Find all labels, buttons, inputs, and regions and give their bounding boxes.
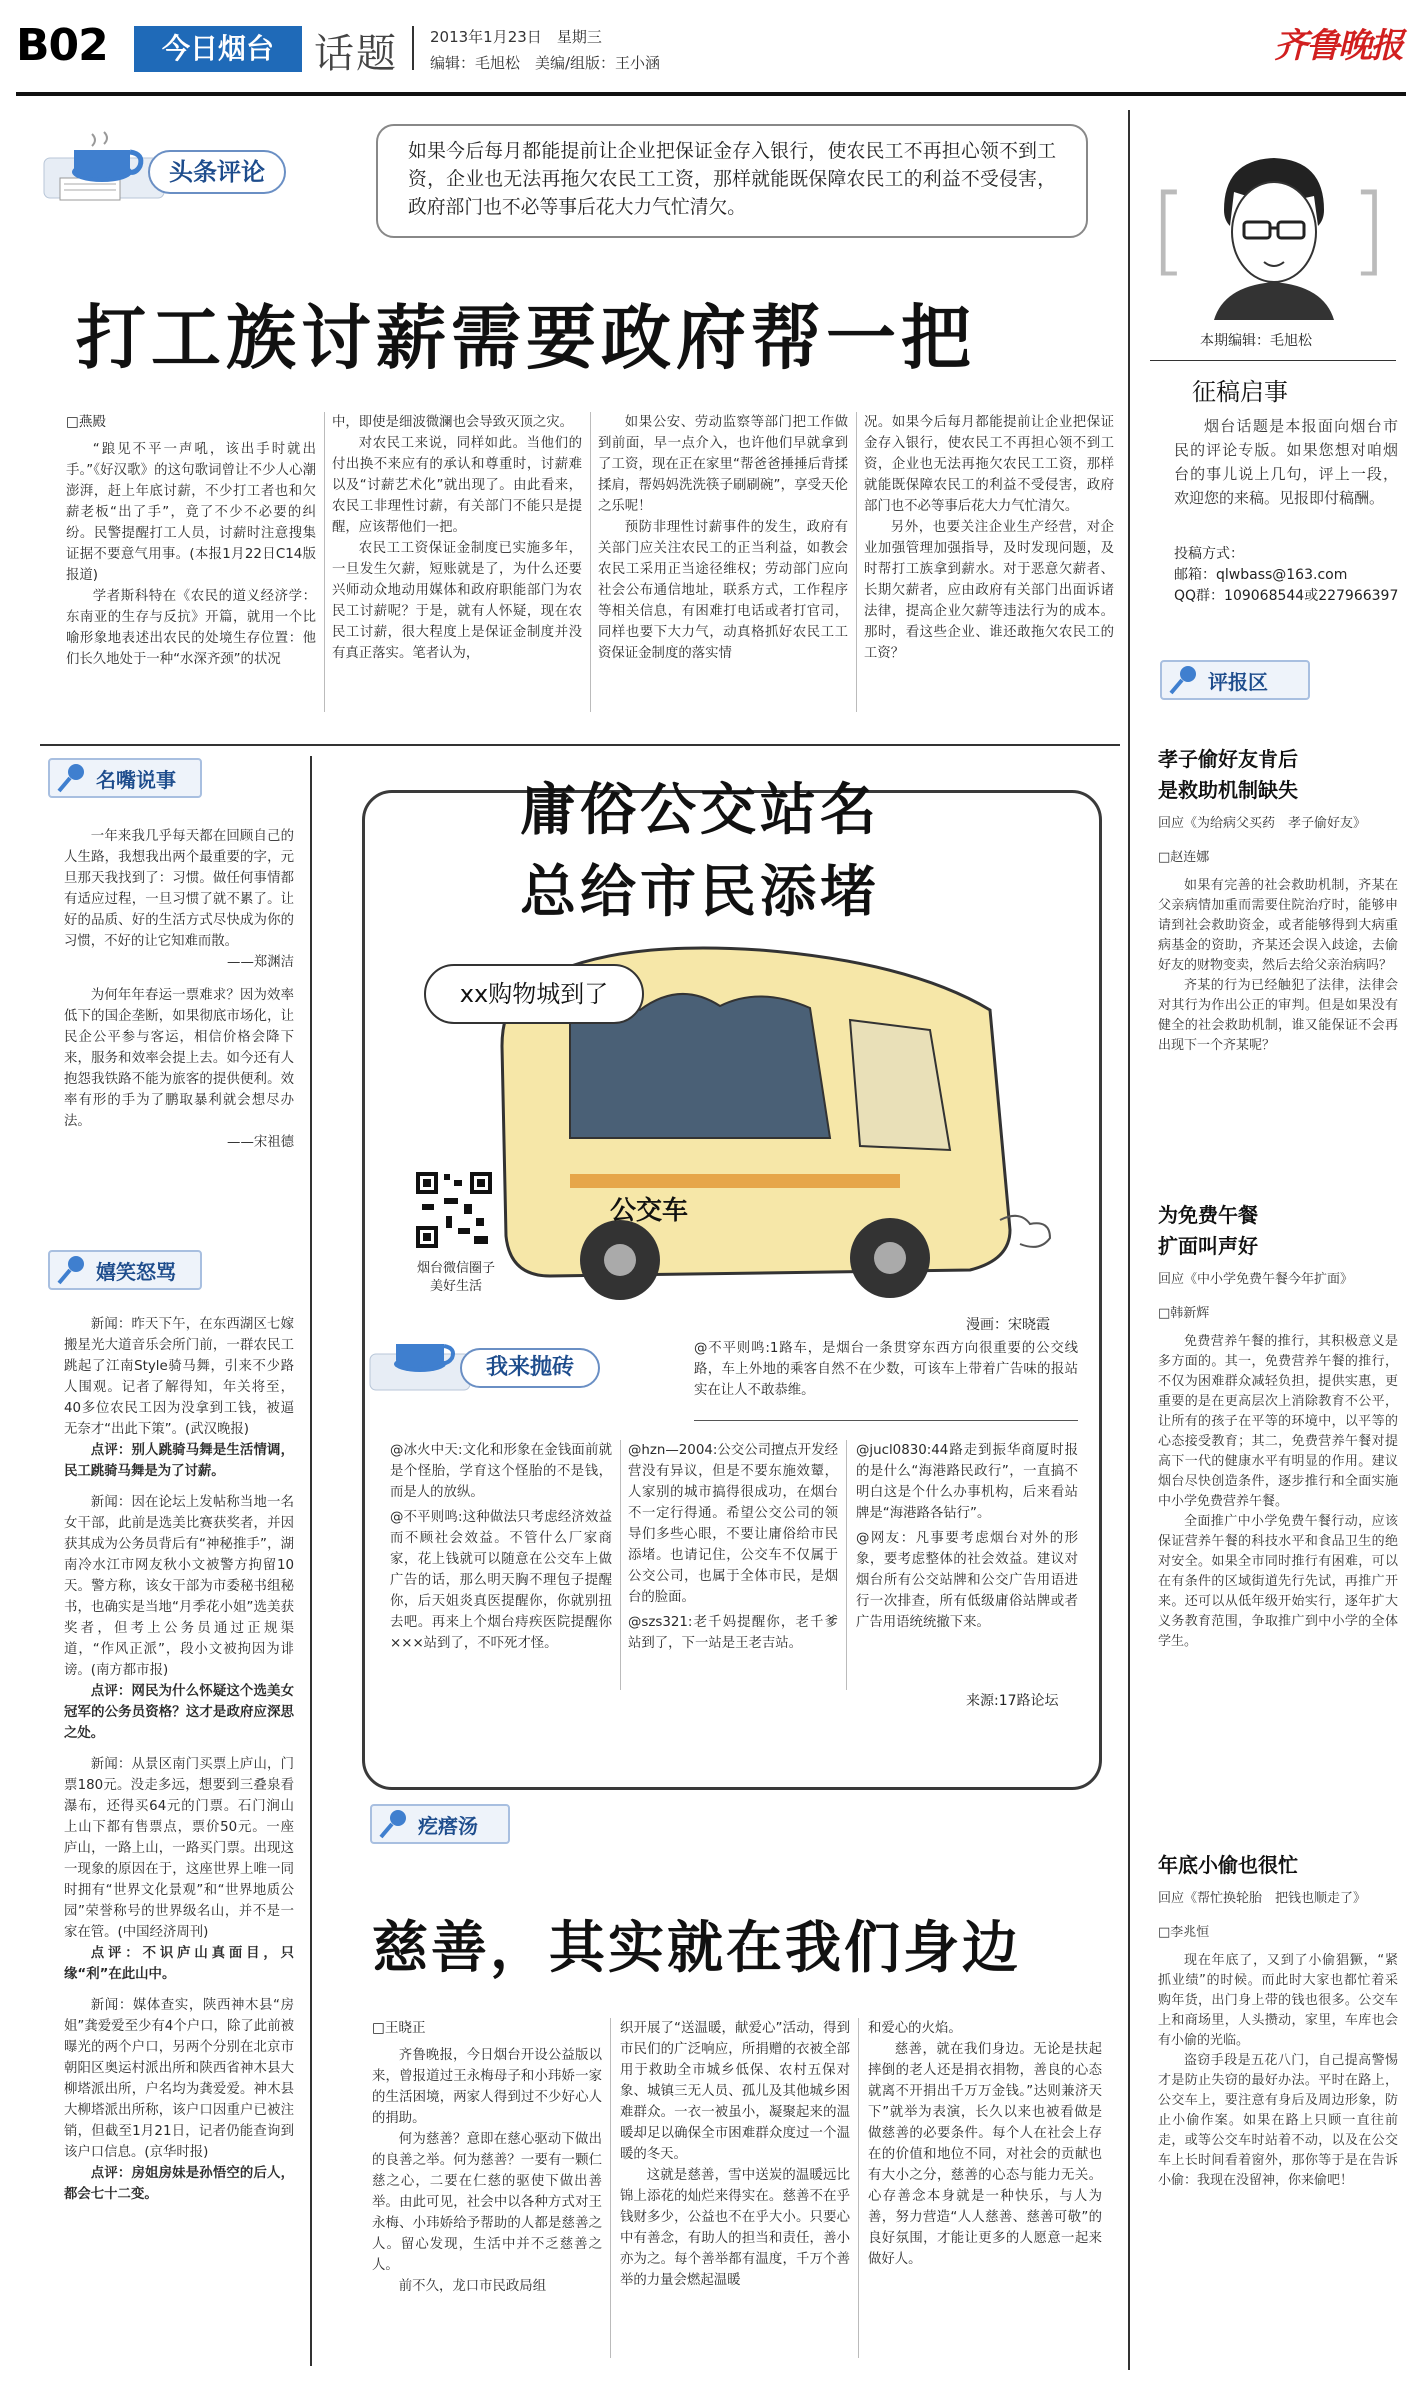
mingzui-tag: 名嘴说事: [48, 758, 202, 798]
mingzui-body: 一年来我几乎每天都在回顾自己的人生路，我想我出两个最重要的字，元旦那天我找到了：习惯。做任何事情都有适应过程，一旦习惯了就不累了。让好的品质、好的生活方式尽快成为你的习惯，不好的让它知难而散。 ——郑渊洁 为何年年春运一票难求？因为效率低下的国企垄断，如果彻底市场化，让民企公平参与客运，相信价格会降下来，服务和效率会提上去。如今还有人抱怨我铁路不能为旅客的提供便利。效率有形的手为了鹏取暴利就会想尽办法。 ——宋祖德: [64, 829, 294, 1150]
header-rule: [16, 92, 1406, 96]
editors-line: 编辑：毛旭松 美编/组版：王小涵: [430, 54, 661, 72]
editor-portrait-icon: [1194, 150, 1354, 320]
zhuan-source: 来源:17路论坛: [966, 1693, 1059, 1709]
zhuan-tag-label: 我来抛砖: [460, 1348, 600, 1388]
section-badge: 今日烟台: [134, 26, 302, 72]
cartoon-credit: 漫画：宋晓霞: [966, 1317, 1050, 1333]
lead-headline: 打工族讨薪需要政府帮一把: [76, 297, 976, 379]
xixiao-tag: 嬉笑怒骂: [48, 1250, 202, 1290]
call-body: 烟台话题是本报面向烟台市民的评论专版。如果您想对咱烟台的事儿说上几句，评上一段，欢迎您的来稿。见报即付稿酬。: [1174, 417, 1398, 507]
microphone-icon: [378, 1808, 410, 1840]
microphone-icon: [1168, 664, 1200, 696]
issue-date: 2013年1月23日 星期三: [430, 28, 602, 46]
editor-photo: [ ]: [1150, 150, 1396, 328]
page-header: [16, 12, 1406, 82]
geda-col-3: 和爱心的火焰。 慈善，就在我们身边。无论是扶起摔倒的老人还是捐衣捐物，善良的心态就离不开捐出千万万金钱。”达则兼济天下”就举为表演，长久以来也被看做是做慈善的必要条件。每个人在社会上存在的价值和地位不同，对社会的贡献也有大小之分，慈善的心态与能力无关。心存善念本身就是一种快乐，与人为善，努力营造“人人慈善、慈善可敬”的良好氛围，才能让更多的人愿意一起来做好人。: [868, 2021, 1102, 2267]
pingbao-item-3: 年底小偷也很忙 回应《帮忙换轮胎 把钱也顺走了》 □李兆恒 现在年底了，又到了小偷猖獗，“紧抓业绩”的时候。而此时大家也都忙着采购年货，出门身上带的钱也很多。公交车上和商场里，人头攒动，家里，车库也会有小偷的光临。 盗窃手段是五花八门，自己提高警惕才是防止失窃的最好办法。平时在路上，公交车上，要注意有身后及周边形象，防止小偷作案。如果在路上只顾一直往前走，或等公交车时站着不动，以及在公交车上长时间看着窗外，那你等于是在告诉小偷：我现在没留神，你来偷吧！: [1158, 1853, 1398, 2188]
zhuan-col-1: @冰火中天:文化和形象在金钱面前就是个怪胎，学育这个怪胎的不是钱，而是人的放纵。 @不平则鸣:这种做法只考虑经济效益而不顾社会效益。不管什么厂家商家，花上钱就可以随意在公交车上做广告的话，那么明天胸不理包子提醒你，后天姐炎真医提醒你，你就别扭去吧。再来上个烟台痔疾医院提醒你×××站到了，不吓死才怪。: [390, 1443, 612, 1651]
qr-code-icon: [412, 1168, 496, 1252]
pull-quote: 如果今后每月都能提前让企业把保证金存入银行，使农民工不再担心领不到工资，企业也无法再拖欠农民工工资，那样就能既保障农民工的利益不受侵害，政府部门也不必等事后花大力气忙清欠。: [376, 124, 1088, 238]
xixiao-body: 新闻：昨天下午，在东西湖区七嫁搬星光大道音乐会所门前，一群农民工跳起了江南Style骑马舞，引来不少路人围观。记者了解得知，年关将至，40多位农民工因为没拿到工钱，被逼无奈才“出此下策”。(武汉晚报) 点评：别人跳骑马舞是生活情调，民工跳骑马舞是为了讨薪。 新闻：因在论坛上发帖称当地一名女干部，此前是选美比赛获奖者，并因获其成为公务员背后有“神秘推手”，湖南冷水江市网友秋小文被警方拘留10天。警方称，该女干部为市委秘书组秘书，也确实是当地“月季花小姐”选美获奖者，但考上公务员通过正规渠道，“作风正派”，段小文被拘因为诽谤。(南方都市报) 点评：网民为什么怀疑这个选美女冠军的公务员资格？这才是政府应深思之处。 新闻：从景区南门买票上庐山，门票180元。没走多远，想要到三叠泉看瀑布，还得买64元的门票。石门涧山上山下都有售票点，票价50元。一座庐山，一路上山，一路买门票。出现这一现象的原因在于，这座世界上唯一同时拥有“世界文化景观”和“世界地质公园”荣誉称号的世界级名山，并不是一家在管。(中国经济周刊) 点评：不识庐山真面目，只缘“利”在此山中。 新闻：媒体查实，陕西神木县“房姐”龚爱爱至少有4个户口，除了此前被曝光的两个户口，另两个分别在北京市朝阳区奥运村派出所和陕西省神木县大柳塔派出所，户名均为龚爱爱。神木县大柳塔派出所称，该户口因重户已被注销，但截至1月21日，记者仍能查询到该户口信息。(京华时报) 点评：房姐房妹是孙悟空的后人，都会七十二变。: [64, 1317, 294, 2202]
header-divider: [412, 26, 414, 70]
pingbao-tag: 评报区: [1160, 660, 1310, 700]
geda-headline: 慈善，其实就在我们身边: [372, 1916, 1021, 1981]
call-contact: 投稿方式： 邮箱：qlwbass@163.com QQ群：109068544或227966397: [1174, 546, 1399, 604]
bus-headline-1: 庸俗公交站名: [520, 778, 880, 843]
speech-bubble: xx购物城到了: [424, 964, 644, 1024]
lead-col-2: 中，即使是细波微澜也会导致灭顶之灾。 对农民工来说，同样如此。当他们的付出换不来应有的承认和尊重时，讨薪难以及“讨薪艺术化”就出现了。由此看来，农民工非理性讨薪，有关部门不能只是提醒，应该帮他们一把。 农民工工资保证金制度已实施多年，一旦发生欠薪，短账就是了，为什么还要兴师动众地动用媒体和政府职能部门为农民工讨薪呢？于是，就有人怀疑，现在农民工讨薪，很大程度上是保证金制度并没有真正落实。笔者认为，: [332, 415, 582, 661]
zhuan-col-3: @jucl0830:44路走到振华商厦时报的是什么“海港路民政行”，一直搞不明白这是个什么办事机构，后来看站牌是“海港路各钻行”。 @网友：凡事要考虑烟台对外的形象，要考虑整体的社会效益。建议对烟台所有公交站牌和公交广告用语进行一次排查，所有低级庸俗站牌或者广告用语统统撤下来。: [856, 1443, 1078, 1630]
pingbao-item-1: 孝子偷好友肯后 是救助机制缺失 回应《为给病父买药 孝子偷好友》 □赵连娜 如果有完善的社会救助机制，齐某在父亲病情加重而需要住院治疗时，能够申请到社会救助资金，或者能够得到大病重病基金的资助，齐某还会误入歧途，去偷好友的财物变卖，然后去给父亲治病吗？ 齐某的行为已经触犯了法律，法律会对其行为作出公正的审判。但是如果没有健全的社会救助机制，谁又能保证不会再出现下一个齐某呢？: [1158, 747, 1398, 1053]
column-title: 话题: [314, 31, 398, 77]
lead-col-3: 如果公安、劳动监察等部门把工作做到前面，早一点介入，也许他们早就拿到了工资，现在正在家里“帮爸爸捶捶后背揉揉肩，帮妈妈洗洗筷子刷刷碗”，享受天伦之乐呢！ 预防非理性讨薪事件的发生，政府有关部门应关注农民工的正当利益，如教会农民工采用正当途径维权；劳动部门应向社会公布通信地址，联系方式，工作程序等相关信息，有困难打电话或者打官司，同样也要下大力气，动真格抓好农民工工资保证金制度的落实情: [598, 415, 848, 661]
bus-headline-2: 总给市民添堵: [520, 860, 880, 925]
lead-col-1: □燕殿 “踉见不平一声吼，该出手时就出手。”《好汉歌》的这句歌词曾让不少人心潮澎湃，赶上年底讨薪，不少打工者也和欠薪老板“出了手”，竟了不少不必要的纠纷。民警提醒打工人员，讨薪时注意搜集证据不要意气用事。(本报1月22日C14版报道) 学者斯科特在《农民的道义经济学：东南亚的生存与反抗》开篇，就用一个比喻形象地表述出农民的处境生存位置：他们长久地处于一种“水深齐颈”的状况: [66, 414, 316, 667]
lead-tag-label: 头条评论: [148, 150, 286, 194]
qr-caption: 烟台微信圈子 美好生活: [416, 1261, 495, 1294]
geda-col-2: 织开展了“送温暖，献爱心”活动，得到市民们的广泛响应，所捐赠的衣被全部用于救助全市城乡低保、农村五保对象、城镇三无人员、孤儿及其他城乡困难群众。一衣一被虽小，凝聚起来的温暖却足以确保全市困难群众度过一个温暖的冬天。 这就是慈善，雪中送炭的温暖远比锦上添花的灿烂来得实在。慈善不在乎钱财多少，公益也不在乎大小。只要心中有善念，有助人的担当和责任，善小亦为之。每个善举都有温度，千万个善举的力量会燃起温暖: [620, 2021, 850, 2288]
bus-label: 公交车: [610, 1196, 689, 1226]
page-number: B02: [16, 20, 108, 71]
microphone-icon: [56, 1254, 88, 1286]
editor-label: 本期编辑：毛旭松: [1200, 333, 1312, 349]
lead-byline: □燕殿: [66, 414, 107, 430]
pingbao-item-2: 为免费午餐 扩面叫声好 回应《中小学免费午餐今年扩面》 □韩新辉 免费营养午餐的推行，其积极意义是多方面的。其一，免费营养午餐的推行，不仅为困难群众减轻负担，提供实惠，更重要的是在更高层次上消除教育不公平，让所有的孩子在平等的环境中，以平等的心态接受教育；其二，免费营养午餐对提高下一代的健康水平有明显的作用。建议烟台尽快创造条件，逐步推行和全面实施中小学免费营养午餐。 全面推广中小学免费午餐行动，应该保证营养午餐的科技水平和食品卫生的绝对安全。如果全市同时推行有困难，可以在有条件的区域街道先行先试，再推广开来。还可以从低年级开始实行，逐年扩大义务教育范围，争取推广到中小学的全体学生。: [1158, 1203, 1398, 1649]
geda-col-1: □王晓正 齐鲁晚报，今日烟台开设公益版以来，曾报道过王永梅母子和小玮娇一家的生活困境，两家人得到过不少好心人的捐助。 何为慈善？意即在慈心驱动下做出的良善之举。何为慈善？一要有一颗仁慈之心，二要在仁慈的驱使下做出善举。由此可见，社会中以各种方式对王永梅、小玮娇给予帮助的人都是慈善之人。留心发现，生活中并不乏慈善之人。 前不久，龙口市民政局组: [372, 2020, 602, 2294]
call-title: 征稿启事: [1192, 378, 1288, 406]
lead-col-4: 况。如果今后每月都能提前让企业把保证金存入银行，使农民工不再担心领不到工资，企业也无法再拖欠农民工工资，那样就能既保障农民工的利益不受侵害，政府部门也不必等事后花大力气忙清欠。 另外，也要关注企业生产经营，对企业加强管理加强指导，及时发现问题，及时帮打工族拿到薪水。对于恶意欠薪者、长期欠薪者，应由政府有关部门出面诉诸法律，提高企业欠薪等违法行为的成本。那时，看这些企业、谁还敢拖欠农民工的工资？: [864, 415, 1114, 661]
masthead-logo: 齐鲁晚报: [1274, 26, 1402, 66]
geda-byline: □王晓正: [372, 2020, 426, 2036]
zhuan-intro: @不平则鸣:1路车，是烟台一条贯穿东西方向很重要的公交线路，车上外地的乘客自然不在少数，可该车上带着广告味的报站实在让人不敢恭维。: [694, 1341, 1078, 1398]
microphone-icon: [56, 762, 88, 794]
zhuan-col-2: @hzn—2004:公交公司擅点开发经营没有异议，但是不要东施效颦，人家别的城市搞得很成功，在烟台不一定行得通。希望公交公司的领导们多些心眼，不要让庸俗给市民添堵。也请记住，公交车不仅属于公交公司，也属于全体市民，是烟台的脸面。 @szs321:老千妈提醒你，老千爹站到了，下一站是王老吉站。: [628, 1443, 838, 1651]
geda-tag: 疙瘩汤: [370, 1804, 510, 1844]
